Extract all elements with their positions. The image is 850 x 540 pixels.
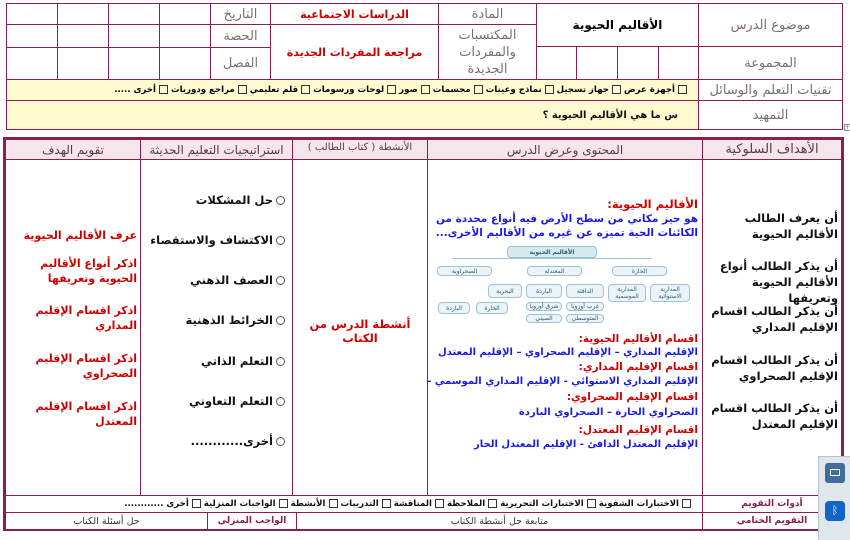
diagram-leaf-5: البحرية — [488, 284, 522, 298]
table-move-handle-icon[interactable]: + — [845, 124, 850, 131]
assessment-option-activities[interactable]: الأنشطة — [291, 499, 341, 509]
content-line-2: الإقليم المداري – الإقليم الصحراوي – الإقليم المعتدل — [437, 347, 698, 358]
gains-value[interactable]: مراجعة المفردات الجديدة — [270, 24, 439, 80]
class-cell-1[interactable] — [159, 47, 211, 80]
diagram-branch-temperate: المعتدلة — [527, 266, 582, 276]
class-label: الفصل — [210, 47, 271, 80]
content-line-3: الإقليم المداري الاستوائي - الإقليم المداري الموسمي - — [427, 376, 698, 387]
tool-option-projector[interactable]: أجهزة عرض — [624, 85, 690, 95]
content-heading-1: الأقاليم الحيوية: — [607, 197, 698, 211]
activities-text: أنشطة الدرس من الكتاب — [309, 317, 411, 345]
diagram-subleaf-1: غرب أوروبا — [566, 302, 604, 311]
evaluation-4: اذكر اقسام الإقليم الصحراوي — [35, 352, 137, 380]
diagram-leaf-4: الباردة — [526, 284, 562, 298]
gains-label: المكتسبات والمفردات الجديدة — [438, 24, 537, 80]
content-definition: هو حيز مكاني من سطح الأرض فيه أنواع محددة من الكائنات الحية تميزه عن غيره من الأقاليم الأخرى... — [435, 213, 698, 239]
evaluation-5: اذكر اقسام الإقليم المعتدل — [35, 400, 137, 428]
diagram-subleaf-3: المتوسطي — [566, 314, 604, 323]
col-header-objectives: الأهداف السلوكية — [702, 139, 842, 160]
evaluation-2: اذكر أنواع الأقاليم الحيوية وتعريفها — [40, 257, 137, 285]
intro-text[interactable]: س ما هي الأقاليم الحيوية ؟ — [6, 100, 699, 130]
strategy-6[interactable]: التعلم التعاوني — [150, 394, 285, 408]
lesson-topic-label: موضوع الدرس — [698, 3, 843, 47]
assessment-option-observation[interactable]: الملاحظة — [447, 499, 500, 509]
strategy-3[interactable]: العصف الذهني — [150, 273, 285, 287]
homework-value[interactable]: حل أسئلة الكتاب — [5, 512, 208, 530]
objective-4: أن يذكر الطالب اقسام الإقليم الصحراوي — [711, 353, 838, 383]
diagram-branch-hot: الحارة — [612, 266, 667, 276]
period-cell-4[interactable] — [6, 24, 58, 48]
diagram-root: الأقاليم الحيوية — [507, 246, 597, 258]
period-cell-1[interactable] — [159, 24, 211, 48]
strategy-1[interactable]: حل المشكلات — [150, 193, 285, 207]
tool-option-other[interactable]: أخرى ..... — [114, 85, 171, 95]
class-cell-4[interactable] — [6, 47, 58, 80]
homework-label: الواجب المنزلي — [207, 512, 297, 530]
tool-option-references[interactable]: مراجع ودوريات — [171, 85, 250, 95]
radio-icon — [276, 357, 285, 366]
group-cell-3[interactable] — [576, 46, 618, 80]
assessment-options — [5, 495, 703, 513]
content-heading-5: اقسام الإقليم المعتدل: — [578, 424, 698, 436]
tool-option-models[interactable]: نماذج وعينات — [486, 85, 557, 95]
assessment-option-written[interactable]: الاختبارات التحريرية — [500, 499, 599, 509]
content-heading-4: اقسام الإقليم الصحراوي: — [566, 391, 698, 403]
assessment-label: أدوات التقويم — [702, 495, 842, 513]
tool-option-charts[interactable]: لوحات ورسومات — [313, 85, 399, 95]
biomes-diagram — [432, 244, 698, 326]
subject-value[interactable]: الدراسات الاجتماعية — [270, 3, 439, 25]
objective-5: أن يذكر الطالب اقسام الإقليم المعتدل — [711, 401, 838, 431]
radio-icon — [276, 236, 285, 245]
date-cell-2[interactable] — [108, 3, 160, 25]
strategy-7[interactable]: أخرى............ — [150, 434, 285, 448]
assessment-option-homework[interactable]: الواجبات المنزلية — [204, 499, 291, 509]
content-heading-2: اقسام الأقاليم الحيوية: — [578, 333, 698, 345]
evaluation-1: عرف الأقاليم الحيوية — [23, 229, 137, 242]
class-cell-2[interactable] — [108, 47, 160, 80]
date-label: التاريخ — [210, 3, 271, 25]
final-eval-label: التقويم الختامي — [702, 512, 842, 530]
final-eval-value[interactable]: متابعة حل أنشطة الكتاب — [296, 512, 703, 530]
assessment-option-exercises[interactable]: التدريبات — [341, 499, 394, 509]
group-cell-2[interactable] — [617, 46, 659, 80]
strategy-5[interactable]: التعلم الذاتي — [150, 354, 285, 368]
content-heading-3: اقسام الإقليم المداري: — [578, 361, 698, 373]
col-header-content: المحتوى وعرض الدرس — [427, 139, 703, 160]
assessment-option-other[interactable]: أخرى ............ — [124, 499, 204, 509]
date-cell-1[interactable] — [159, 3, 211, 25]
period-label: الحصة — [210, 24, 271, 48]
network-icon[interactable] — [825, 463, 845, 483]
class-cell-3[interactable] — [57, 47, 109, 80]
tools-label: تقنيات التعلم والوسائل — [698, 79, 843, 101]
diagram-subleaf-4: الصيني — [526, 314, 562, 323]
date-cell-4[interactable] — [6, 3, 58, 25]
intro-label: التمهيد — [698, 100, 843, 130]
group-cell-1[interactable] — [658, 46, 699, 80]
diagram-leaf-2: المدارية الموسمية — [608, 284, 646, 302]
assessment-option-discussion[interactable]: المناقشة — [394, 499, 447, 509]
col-header-evaluation: تقويم الهدف — [5, 139, 141, 160]
objective-2: أن يذكر الطالب أنواع الأقاليم الحيوية وتعريفها — [719, 259, 838, 305]
group-label: المجموعة — [698, 46, 843, 80]
tool-option-pen[interactable]: قلم تعليمي — [250, 85, 313, 95]
tool-option-recorder[interactable]: جهاز تسجيل — [557, 85, 624, 95]
diagram-branch-desert: الصحراوية — [437, 266, 492, 276]
diagram-subleaf-2: شرق أوروبا — [526, 302, 562, 311]
radio-icon — [276, 437, 285, 446]
radio-icon — [276, 397, 285, 406]
col-header-activities: الأنشطة ( كتاب الطالب ) — [292, 139, 428, 160]
diagram-connector — [452, 258, 652, 264]
monitor-icon — [830, 469, 840, 476]
date-cell-3[interactable] — [57, 3, 109, 25]
content-line-4: الصحراوي الحارة – الصحراوي الباردة — [518, 407, 698, 418]
objective-3: أن يذكر الطالب اقسام الإقليم المداري — [711, 304, 838, 334]
evaluation-3: اذكر اقسام الإقليم المداري — [35, 304, 137, 332]
diagram-leaf-1: المدارية الاستوائية — [650, 284, 690, 302]
diagram-leaf-3: الدافئة — [566, 284, 604, 298]
group-cell-4[interactable] — [536, 46, 577, 80]
bluetooth-icon[interactable]: ᛒ — [825, 501, 845, 521]
diagram-leaf-7: الباردة — [438, 302, 470, 314]
tool-option-pictures[interactable]: صور — [399, 85, 433, 95]
strategy-4[interactable]: الخرائط الذهنية — [150, 313, 285, 327]
tray-panel — [818, 456, 850, 540]
subject-label: المادة — [438, 3, 537, 25]
objective-1: أن يعرف الطالب الأقاليم الحيوية — [744, 211, 838, 241]
radio-icon — [276, 316, 285, 325]
radio-icon — [276, 276, 285, 285]
radio-icon — [276, 196, 285, 205]
tools-options — [6, 79, 699, 101]
assessment-option-oral[interactable]: الاختبارات الشفوية — [599, 499, 694, 509]
period-cell-2[interactable] — [108, 24, 160, 48]
diagram-leaf-6: الحارة — [476, 302, 508, 314]
col-header-strategies: استراتيجيات التعليم الحديثة — [140, 139, 293, 160]
period-cell-3[interactable] — [57, 24, 109, 48]
content-line-5: الإقليم المعتدل الدافئ - الإقليم المعتدل الحار — [473, 439, 698, 450]
tool-option-mockups[interactable]: مجسمات — [433, 85, 486, 95]
strategy-2[interactable]: الاكتشاف والاستقصاء — [150, 233, 285, 247]
lesson-topic-value[interactable]: الأقاليم الحيوية — [536, 3, 699, 47]
